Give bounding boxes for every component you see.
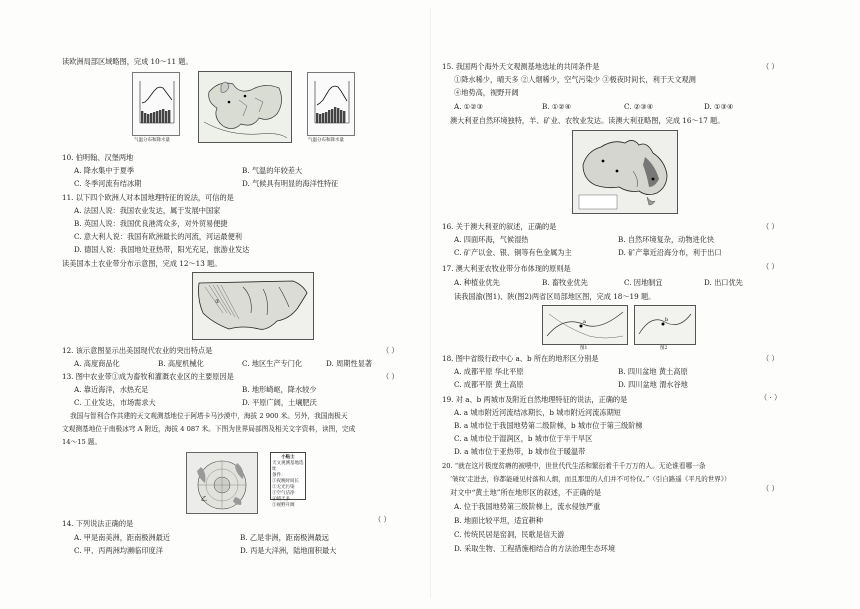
q16-answer-paren[interactable]: （ ） <box>762 222 779 231</box>
climate-caption-2: 气温分布和降水量 <box>308 138 344 143</box>
us-agriculture-map <box>192 272 314 340</box>
passage-line-2: 文观测基地位于南极冰穹 A 附近，海拔 4 087 米。下图为世界局部图及相关文字资料，读图，完成 <box>62 425 356 433</box>
q12-stem: 12. 该示意图显示出美国现代农业的突出特点是 <box>62 346 213 355</box>
q13-stem: 13. 图中农业带①成为畜牧和灌溉农业区的主要原因是 <box>62 372 234 381</box>
q11-option-a[interactable]: A. 法国人说：我国农业发达，属于发展中国家 <box>74 206 221 215</box>
australia-map <box>572 130 678 214</box>
q13-option-b[interactable]: B. 地形崎岖，降水较少 <box>242 385 317 394</box>
tips-box <box>270 452 306 508</box>
q13-option-c[interactable]: C. 工业发达，市场需求大 <box>74 398 156 407</box>
europe-map <box>198 71 292 143</box>
fig1-label: 图1 <box>580 346 588 351</box>
q12-option-d[interactable]: D. 周期性显著 <box>326 359 373 368</box>
q15-statements: ①降水稀少，晴天多 ②人烟稀少，空气污染少 ③极夜时间长，利于天文观测 <box>454 75 696 84</box>
q12-answer-paren[interactable]: （ ） <box>382 346 399 355</box>
tips-line-2: 条件： <box>272 473 286 478</box>
q20-line-3: 对文中“黄土地”所在地形区的叙述，不正确的是 <box>450 488 602 497</box>
q10-option-a[interactable]: A. 降水集中于夏季 <box>74 166 135 175</box>
q16-option-a[interactable]: A. 四面环海，气候湿热 <box>454 235 529 244</box>
svg-text:乙: 乙 <box>201 496 208 503</box>
q18-option-b[interactable]: B. 四川盆地 黄土高原 <box>618 367 688 376</box>
tips-line-6: ④晴天多 <box>272 497 290 502</box>
q14-option-b[interactable]: B. 乙是非洲，距南极洲最远 <box>240 533 329 542</box>
tips-line-1: 天文观测基地选址 <box>272 461 304 472</box>
q17-option-b[interactable]: B. 畜牧业优先 <box>542 278 588 287</box>
passage-line-3: 14～15 题。 <box>62 438 102 446</box>
q20-answer-paren[interactable]: （ ） <box>762 484 779 493</box>
q17-option-a[interactable]: A. 种植业优先 <box>454 278 500 287</box>
svg-text:a: a <box>583 319 586 325</box>
q14-option-c[interactable]: C. 甲、丙两洲均濒临印度洋 <box>74 546 163 555</box>
q12-option-c[interactable]: C. 地区生产专门化 <box>242 359 303 368</box>
q15-statement-4: ④地势高，视野开阔 <box>454 88 519 97</box>
passage-line-1: 我国与智利合作共建的天文观测基地位于阿塔卡马沙漠中，海拔 2 900 米。另外，我国南极天 <box>70 412 348 420</box>
q20-line-2: ‘皱纹’走进去，你都能碰见村落和人烟，而且那里的人们并不可怜仅。”（引自路遥《平凡的世界》） <box>450 475 731 483</box>
q20-option-d[interactable]: D. 采取生物、工程措施相结合的方法治理生态环境 <box>454 544 616 553</box>
tips-line-3: ①夜晚时间长 <box>272 479 299 484</box>
q18-stem: 18. 图中省级行政中心 a、b 所在的地形区分别是 <box>442 354 599 363</box>
q15-option-d[interactable]: D. ①③④ <box>704 102 734 111</box>
q15-option-c[interactable]: C. ②③④ <box>624 102 654 111</box>
intro-europe: 读欧洲局部区域略图，完成 10～11 题。 <box>62 57 193 66</box>
q15-stem: 15. 我国两个海外天文观测基地选址的共同条件是 <box>442 62 600 71</box>
q19-option-b[interactable]: B. a 城市位于我国地势第二级阶梯，b 城市位于第三级阶梯 <box>454 421 643 430</box>
q12-option-b[interactable]: B. 高度机械化 <box>158 359 204 368</box>
intro-australia: 澳大利亚自然环境独特，羊、矿业、农牧业发达。读澳大利亚略图，完成 16～17 题。 <box>450 116 725 125</box>
q10-option-c[interactable]: C. 冬季河流有结冰期 <box>74 179 142 188</box>
climate-chart-hamburg <box>307 72 355 136</box>
svg-text:b: b <box>665 317 669 323</box>
column-divider <box>430 8 431 598</box>
shaanxi-map <box>634 305 696 345</box>
q19-stem: 19. 对 a、b 两城市及附近自然地理特征的说法，正确的是 <box>442 395 628 404</box>
q13-option-d[interactable]: D. 平原广阔，土壤肥沃 <box>242 398 317 407</box>
q11-stem: 11. 以下四个欧洲人对本国地理特征的说法，可信的是 <box>62 193 234 202</box>
q16-stem: 16. 关于澳大利亚的叙述，正确的是 <box>442 222 557 231</box>
q14-option-a[interactable]: A. 甲是南美洲，距南极洲最近 <box>74 533 171 542</box>
tips-title: 小贴士 <box>281 455 295 460</box>
q17-answer-paren[interactable]: （ ） <box>762 262 779 271</box>
q19-answer-paren[interactable]: （ · ） <box>760 393 782 402</box>
q16-option-d[interactable]: D. 矿产靠近沿海分布，利于出口 <box>618 248 722 257</box>
q17-stem: 17. 澳大利亚农牧业带分布体现的原则是 <box>442 264 571 273</box>
q20-option-b[interactable]: B. 地面比较平坦，适宜耕种 <box>454 516 543 525</box>
q19-option-a[interactable]: A. a 城市附近河流结冰期长，b 城市附近河流冻期短 <box>454 408 621 417</box>
q11-option-c[interactable]: C. 意大利人说：我国有欧洲最长的河流，河运最便利 <box>74 232 242 241</box>
q13-option-a[interactable]: A. 靠近海洋，水热充足 <box>74 385 149 394</box>
q11-option-d[interactable]: D. 德国人说：我国地处亚热带，阳光充足，旅游业发达 <box>74 245 250 254</box>
q14-option-d[interactable]: D. 丙是大洋洲，陆地面积最大 <box>240 546 337 555</box>
q14-stem: 14. 下列说法正确的是 <box>62 519 134 528</box>
intro-us: 读美国本土农业带分布示意图，完成 12～13 题。 <box>62 259 222 268</box>
q18-option-a[interactable]: A. 成都平原 华北平原 <box>454 367 524 376</box>
q12-option-a[interactable]: A. 高度商品化 <box>74 359 120 368</box>
q16-option-b[interactable]: B. 自然环境复杂，动物进化快 <box>618 235 715 244</box>
q19-option-d[interactable]: D. a 城市位于亚热带，b 城市位于暖温带 <box>454 447 586 456</box>
q13-answer-paren[interactable]: （ ） <box>382 372 399 381</box>
q10-stem: 10. 伯明翰、汉堡两地 <box>62 153 134 162</box>
q15-option-b[interactable]: B. ①②④ <box>542 102 572 111</box>
tips-line-5: ③空气洁净 <box>272 491 295 496</box>
fig2-label: 图2 <box>660 346 668 351</box>
q16-option-c[interactable]: C. 矿产以金、银、铜等有色金属为主 <box>454 248 572 257</box>
q11-option-b[interactable]: B. 英国人说：我国优良港湾众多，对外贸易便捷 <box>74 219 228 228</box>
tips-line-4: ②无光污染 <box>272 485 295 490</box>
q18-option-d[interactable]: D. 四川盆地 渭水谷地 <box>618 380 688 389</box>
q18-option-c[interactable]: C. 成都平原 黄土高原 <box>454 380 524 389</box>
q15-answer-paren[interactable]: （ ） <box>762 62 779 71</box>
q20-option-a[interactable]: A. 位于我国地势第三级阶梯上，流水侵蚀严重 <box>454 502 601 511</box>
q10-option-d[interactable]: D. 气候具有明显的海洋性特征 <box>242 179 339 188</box>
svg-text:①: ① <box>215 299 220 305</box>
q17-option-c[interactable]: C. 因地制宜 <box>624 278 663 287</box>
tips-line-7: ⑤视野开阔 <box>272 503 295 508</box>
intro-provinces: 读我国渝(图1)、陕(图2)两省区局部地区图，完成 18～19 题。 <box>454 292 656 301</box>
climate-caption-1: 气温分布和降水量 <box>134 138 170 143</box>
q20-line-1: 20. “就在这片极度贫瘠的被喂中，世世代代生活和繁衍着千千万万的人。无论谁看哪一条 <box>442 462 706 470</box>
q10-option-b[interactable]: B. 气温的年较差大 <box>242 166 303 175</box>
q20-option-c[interactable]: C. 传统民居是窑洞，民歌是信天游 <box>454 530 565 539</box>
q18-answer-paren[interactable]: （ ） <box>762 354 779 363</box>
chongqing-map <box>542 305 628 345</box>
q14-answer-paren[interactable]: （ ） <box>374 515 391 524</box>
q15-option-a[interactable]: A. ①②③ <box>454 102 484 111</box>
world-polar-map <box>186 452 258 514</box>
q19-option-c[interactable]: C. a 城市位于湿润区，b 城市位于半干旱区 <box>454 434 593 443</box>
q17-option-d[interactable]: D. 出口优先 <box>704 278 743 287</box>
climate-chart-birmingham <box>132 72 180 136</box>
